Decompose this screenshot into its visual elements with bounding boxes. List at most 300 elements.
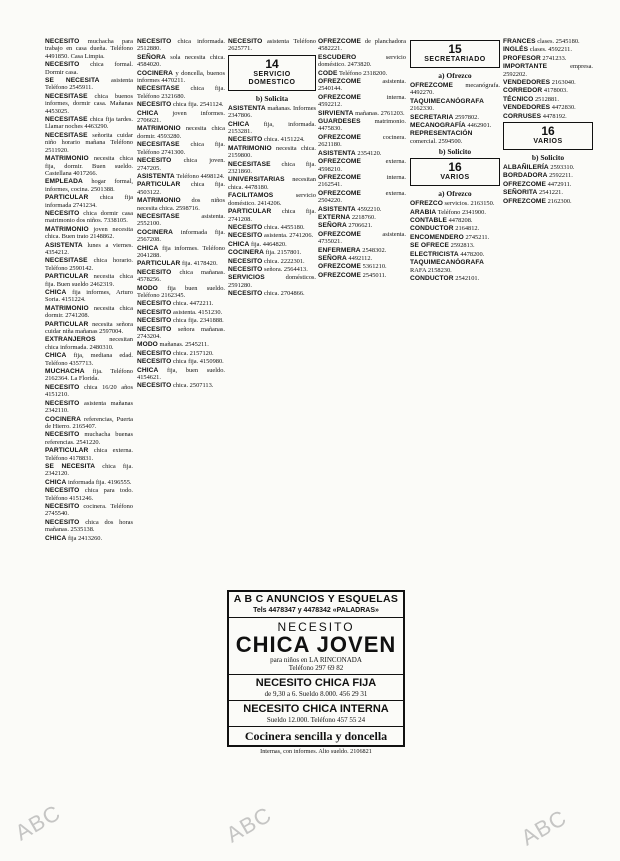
ad-text: RAFA 2158230. xyxy=(410,266,452,274)
ad-text: chica fija. 2741208. xyxy=(228,208,316,223)
ad-text: chica externa. Teléfono 4178831. xyxy=(45,447,133,462)
ad-text: chica. 2222301. xyxy=(264,257,305,265)
ad-keyword: FACILITAMOS xyxy=(228,192,274,200)
ad-item xyxy=(137,260,225,267)
ad-keyword: SEÑORITA xyxy=(503,189,538,197)
ad-text: sola necesita chica. 4584020. xyxy=(137,53,225,69)
ad-keyword: CODE xyxy=(318,69,338,77)
classified-column-1 xyxy=(45,38,133,850)
ad-keyword: NECESITO xyxy=(137,268,172,276)
abc-heading: A B C ANUNCIOS Y ESQUELAS xyxy=(233,593,399,605)
ad-text: fija buen sueldo. Teléfono 2162345. xyxy=(137,284,225,299)
ad-item xyxy=(503,38,593,45)
ad-text: 2593310. xyxy=(550,164,575,172)
ad-item xyxy=(137,300,225,307)
ad-text: chica fija. 2341888. xyxy=(173,317,224,325)
ad-item xyxy=(410,130,500,145)
ad3-head: NECESITO CHICA INTERNA xyxy=(243,703,389,715)
ad-item xyxy=(228,145,316,160)
ad-keyword: PARTICULAR xyxy=(137,260,181,268)
ad-text: mecanógrafa. 4492270. xyxy=(410,82,500,97)
ad-keyword: MATRIMONIO xyxy=(228,144,272,152)
ad-item xyxy=(137,245,225,260)
ad-item xyxy=(45,178,133,193)
ad-keyword: NECESITO xyxy=(228,265,263,273)
ad-item xyxy=(228,192,316,207)
ad-text: chica dormir casa matrimonio dos niños. 7338105. xyxy=(45,209,133,225)
ad-keyword: ELECTRICISTA xyxy=(410,250,459,258)
ad-text: Teléfono 2318200. xyxy=(338,69,388,77)
ad-keyword: NECESITASE xyxy=(137,85,180,93)
ad-item xyxy=(45,61,133,76)
ad-item xyxy=(503,172,593,179)
ad-keyword: GUARDESES xyxy=(318,118,361,126)
ad1-line2: CHICA JOVEN xyxy=(235,632,397,657)
ad-keyword: MODO xyxy=(137,284,158,292)
ad-item xyxy=(410,200,500,207)
ad-keyword: CHICA xyxy=(45,534,67,542)
ad-item xyxy=(45,503,133,518)
ad-text: chica. 2507113. xyxy=(173,382,214,390)
ad-text: 2542101. xyxy=(455,274,480,282)
ad-keyword: ASISTENTA xyxy=(137,172,175,180)
ad-item xyxy=(318,118,406,133)
ad-text: mañanas. 2761203. xyxy=(355,109,405,117)
ad-text: asistenta Teléfono 2545911. xyxy=(45,77,133,92)
ad-item xyxy=(503,55,593,62)
ad-keyword: ASISTENTA xyxy=(228,104,266,112)
ad-keyword: NECESITASE xyxy=(45,257,88,265)
section-subhead: b) Solicito xyxy=(531,153,565,163)
ad-text: 4478208. xyxy=(448,217,473,225)
ad-text: hogar formal, informes, cocina. 2501388. xyxy=(45,178,133,193)
ad-item xyxy=(410,82,500,97)
ad-keyword: OFREZCOME xyxy=(318,78,362,86)
ad-text: servicio doméstico. 2414206. xyxy=(228,192,316,207)
ad-text: cocinera. 2621180. xyxy=(318,133,406,149)
ad-text: chica formal. Dormir casa. xyxy=(45,61,133,76)
ad-text: joven informes. 2706621. xyxy=(137,109,225,125)
ad-keyword: OFREZCOME xyxy=(318,230,362,238)
ad-text: externa. 4598210. xyxy=(318,158,406,173)
ad-text: fija, buen sueldo. 4154621. xyxy=(137,366,225,382)
ad-item xyxy=(45,273,133,288)
abc-watermark: ABC xyxy=(516,804,572,851)
ad-item xyxy=(45,305,133,320)
ad-item xyxy=(318,78,406,93)
ad-keyword: COCINERA xyxy=(228,249,264,257)
ad-keyword: PROFESOR xyxy=(503,54,541,62)
ad-text: chica dos horas mañanas. 2535138. xyxy=(45,518,133,534)
ad-item xyxy=(45,416,133,431)
ad-keyword: OFREZCOME xyxy=(503,180,547,188)
ad-text: 5361210. xyxy=(362,263,387,271)
ad-item xyxy=(137,326,225,341)
ad-text: 2706621. xyxy=(348,222,373,230)
ad-keyword: PARTICULAR xyxy=(45,320,89,328)
ad-keyword: NECESITO xyxy=(45,487,80,495)
ad-keyword: SIRVIENTA xyxy=(318,109,354,117)
ad-item xyxy=(410,98,500,113)
ad-item xyxy=(228,258,316,265)
ad-keyword: OFREZCOME xyxy=(410,82,454,89)
ad-text: fija. 2157801. xyxy=(265,249,302,257)
ad-keyword: OFREZCOME xyxy=(318,271,362,279)
ad-text: informada fija. 4196555. xyxy=(68,478,132,486)
ad-keyword: FRANCÉS xyxy=(503,38,536,45)
ad-text: asistenta. 4151230. xyxy=(173,308,223,316)
classified-column-5 xyxy=(410,38,500,850)
ad-text: fija informes. Teléfono 2041288. xyxy=(137,244,225,259)
ad-item xyxy=(228,274,316,289)
ad-keyword: MATRIMONIO xyxy=(45,225,89,233)
ad-item xyxy=(503,104,593,111)
ad-keyword: COCINERA xyxy=(137,228,173,236)
ad-text: de planchadora 4582221. xyxy=(318,38,406,53)
ad-item xyxy=(45,519,133,534)
ad-text: chica horario. Teléfono 2590142. xyxy=(45,257,133,272)
ad-item xyxy=(410,234,500,241)
ad-item xyxy=(318,190,406,205)
ad-text: 2541221. xyxy=(539,189,563,197)
ad-keyword: MATRIMONIO xyxy=(45,304,89,312)
ad-keyword: NECESITO xyxy=(228,232,263,240)
ad-keyword: OFREZCOME xyxy=(318,263,362,271)
ad-item xyxy=(228,224,316,231)
ad-item xyxy=(410,251,500,258)
abc-watermark: ABC xyxy=(221,801,277,848)
ad-item xyxy=(45,194,133,209)
ad-text: 2512881. xyxy=(534,95,559,103)
ad-keyword: COCINERA xyxy=(137,69,173,77)
ad-item xyxy=(228,121,316,136)
ad-item xyxy=(410,114,500,121)
ad-item xyxy=(228,105,316,120)
ad-text: fija. Teléfono 2162364. La Florida. xyxy=(45,368,133,383)
ad-item xyxy=(228,176,316,191)
ad-item xyxy=(45,487,133,502)
ad-text: joven necesita chica. Buen trato 2148862. xyxy=(45,225,133,241)
ad-keyword: OFREZCOME xyxy=(318,93,362,101)
ad-keyword: SERVICIOS xyxy=(228,274,265,282)
ad-text: 2745211. xyxy=(465,233,490,241)
ad-text: fija. 4178420. xyxy=(181,260,218,268)
ad-text: Teléfono 2341900. xyxy=(437,208,486,216)
ad-text: chica. 4151224. xyxy=(264,136,305,144)
ad-keyword: NECESITO xyxy=(45,502,80,510)
ad-text: servicios. 2163150. xyxy=(444,200,495,208)
ad-text: dos niños necesita chica. 2598716. xyxy=(137,197,225,212)
ad-text: 4472911. xyxy=(547,180,572,188)
ad-item xyxy=(45,242,133,257)
ad-keyword: MUCHACHA xyxy=(45,368,85,376)
ad2-sub: de 9,30 a 6. Sueldo 8.000. 456 29 31 xyxy=(264,690,368,698)
ad-keyword: CHICA xyxy=(45,478,67,486)
ad-keyword: NECESITO xyxy=(45,399,80,407)
ad-item xyxy=(318,70,406,77)
ad-item xyxy=(318,150,406,157)
ad-keyword: SE NECESITA xyxy=(45,462,96,470)
ad-item xyxy=(228,161,316,176)
ad-text: 2354120. xyxy=(357,149,382,157)
ad-item xyxy=(137,173,225,180)
ad-item xyxy=(318,54,406,69)
ad-keyword: PARTICULAR xyxy=(137,181,181,189)
ad-item xyxy=(137,157,225,172)
ad-text: 2548302. xyxy=(362,246,387,254)
ad-keyword: NECESITO xyxy=(45,38,80,45)
ad-item xyxy=(45,210,133,225)
ad-item xyxy=(503,87,593,94)
ad-keyword: MODO xyxy=(137,341,158,349)
ad-item xyxy=(137,197,225,212)
ad-text: 2592813. xyxy=(450,242,475,250)
ad-text: señora mañanas. 2743204. xyxy=(137,325,225,341)
ad-item xyxy=(45,77,133,92)
ad-keyword: NECESITO xyxy=(137,38,172,45)
ad-text: matrimonio. 4475830. xyxy=(318,118,406,133)
ad-item xyxy=(228,208,316,223)
ad-item xyxy=(45,352,133,367)
ad-item xyxy=(318,206,406,213)
ad-item xyxy=(45,132,133,154)
ad-text: 2218760. xyxy=(351,213,376,221)
ad-keyword: CONDUCTOR xyxy=(410,274,454,282)
ad-item xyxy=(503,63,593,78)
ad-item xyxy=(45,226,133,241)
ad-keyword: CORRUSES xyxy=(503,112,542,120)
ad-keyword: OFREZCOME xyxy=(318,189,362,197)
ad-text: comercial. 2594500. xyxy=(410,137,463,145)
ad-item xyxy=(318,214,406,221)
ad-keyword: TAQUIMECANÓGRAFA xyxy=(410,259,485,267)
ad-keyword: BORDADORA xyxy=(503,172,548,180)
ad-keyword: IMPORTANTE xyxy=(503,63,548,71)
ad-item xyxy=(410,259,500,274)
ad-text: 2741233. xyxy=(542,54,567,62)
ad-keyword: ALBAÑILERÍA xyxy=(503,164,549,172)
ad-item xyxy=(137,101,225,108)
ad-item xyxy=(137,85,225,100)
ad-item xyxy=(318,222,406,229)
ad-item xyxy=(410,225,500,232)
ad-text: chica. 4472211. xyxy=(173,300,214,308)
ad-keyword: NECESITO xyxy=(228,290,263,298)
ad-item xyxy=(137,181,225,196)
ad-item xyxy=(137,341,225,348)
ad-keyword: CHICA xyxy=(137,109,159,117)
ad-keyword: REPRESENTACIÓN xyxy=(410,130,473,138)
ad-item xyxy=(137,141,225,156)
section-16-box xyxy=(410,158,500,186)
ad-item xyxy=(45,336,133,351)
ad-text: asistenta. 2540144. xyxy=(318,78,406,93)
ad-keyword: NECESITO xyxy=(137,358,172,366)
ad-item xyxy=(45,93,133,115)
ad-text: 4178003. xyxy=(543,87,568,95)
ad-item xyxy=(137,125,225,140)
ad-item xyxy=(137,309,225,316)
ad-text: fija, informada. 2153281. xyxy=(228,120,316,136)
ad-item xyxy=(318,38,406,53)
ad-text: clases. 2545180. xyxy=(537,38,580,45)
ad-text: cocinera. Teléfono 2745540. xyxy=(45,502,133,518)
ad-keyword: VENDEDORES xyxy=(503,104,551,112)
ad-item: NECESITO asistenta Teléfono 2625771. xyxy=(228,38,316,53)
ad-keyword: EMPLEADA xyxy=(45,178,83,186)
ad-item xyxy=(318,110,406,117)
ad-text: señorita cuidar niño horario mañana Teléfono 2511920. xyxy=(45,131,133,154)
ad-keyword: NECESITO xyxy=(228,136,263,144)
ad3-sub: Sueldo 12.000. Teléfono 457 55 24 xyxy=(266,716,366,724)
ad1-line1: NECESITO xyxy=(277,620,355,634)
ad-item xyxy=(45,155,133,177)
ad-item xyxy=(137,110,225,125)
ad-keyword: ASISTENTA xyxy=(45,241,83,249)
ad-item xyxy=(410,275,500,282)
section-subhead: a) Ofrezco xyxy=(438,189,472,199)
divider xyxy=(229,617,403,618)
ad-text: referencias, Puerta de Hierro. 2165407. xyxy=(45,415,133,430)
ad-item xyxy=(503,198,593,205)
ad-item xyxy=(228,290,316,297)
ad-item xyxy=(228,241,316,248)
ad-keyword: CHICA xyxy=(228,240,250,248)
ad-keyword: EXTRANJEROS xyxy=(45,336,96,344)
ad-text: fija. 4464820. xyxy=(251,240,287,248)
ad-keyword: SEÑORA xyxy=(318,254,347,262)
ad-keyword: TAQUIMECANÓGRAFA xyxy=(410,97,485,105)
section-subhead: b) Solicito xyxy=(438,147,472,157)
ad-keyword: MATRIMONIO xyxy=(137,125,181,133)
ad-keyword: PARTICULAR xyxy=(45,273,89,281)
ad-text: interna. 4592212. xyxy=(318,93,406,109)
ad-text: chica fija. 2321860. xyxy=(228,160,316,176)
ad-keyword: ASISTENTA xyxy=(318,205,356,213)
ad-text: 2597802. xyxy=(454,113,479,121)
section-subhead: b) Solicita xyxy=(255,93,289,103)
ad-item xyxy=(318,255,406,262)
ad-text: asistenta mañanas 2342110. xyxy=(45,399,133,415)
ad-item xyxy=(503,79,593,86)
ad-text: mañanas. 2545211. xyxy=(159,341,209,349)
ad-keyword: MECANOGRAFÍA xyxy=(410,122,466,130)
classified-column-3 xyxy=(228,38,316,586)
ad-text: fija, mediana edad. Teléfono 4357713. xyxy=(45,352,133,367)
ad-keyword: NECESITASE xyxy=(45,116,88,124)
ad-text: necesita señora cuidar niña mañanas 2597004. xyxy=(45,320,133,336)
ad-keyword: NECESITO xyxy=(137,300,172,308)
ad-item xyxy=(410,122,500,129)
ad-item xyxy=(228,249,316,256)
ad-item xyxy=(45,447,133,462)
ad-text: chica fija. 4150980. xyxy=(173,358,224,366)
ad-text: Teléfono 4498124. xyxy=(176,172,225,180)
ad-item xyxy=(45,289,133,304)
divider xyxy=(229,700,403,701)
ad-item xyxy=(228,232,316,239)
ad-text: chica joven. 2747205. xyxy=(137,157,225,172)
ad-keyword: NECESITO xyxy=(45,61,80,69)
ad-item xyxy=(318,247,406,254)
ad-keyword: CORREDOR xyxy=(503,87,543,95)
ad-text: servicio doméstico. 2473820. xyxy=(318,53,406,69)
ad-keyword: NECESITASE xyxy=(137,212,180,220)
ad-text: necesita chica. 2159800. xyxy=(228,144,316,160)
ad-keyword: SECRETARIA xyxy=(410,113,454,121)
ad-keyword: NECESITO xyxy=(228,257,263,265)
ad-keyword: CHICA xyxy=(137,366,159,374)
section-name: VARIOS xyxy=(533,138,563,146)
abc-phones: Tels 4478347 y 4478342 «PALADRAS» xyxy=(253,607,379,614)
ad-item xyxy=(503,46,593,53)
ad-text: chica. 2704866. xyxy=(264,290,305,298)
ad-keyword: NECESITASE xyxy=(45,131,88,139)
ad-keyword: NECESITASE xyxy=(228,160,271,168)
ad-item xyxy=(503,113,593,120)
ad-text: muchacha buenas referencias. 2541220. xyxy=(45,431,133,446)
ad-keyword: CHICA xyxy=(228,120,250,128)
ad-item xyxy=(45,257,133,272)
ad-text: asistenta. 4735021. xyxy=(318,230,406,246)
section-number: 16 xyxy=(448,160,462,175)
ad-text: necesita chica dormir. 2741208. xyxy=(45,304,133,320)
ad-text: informada fija. 2567208. xyxy=(137,228,225,244)
ad-keyword: NECESITO xyxy=(45,518,80,526)
ad-keyword: SE OFRECE xyxy=(410,242,450,250)
ad-keyword: SEÑORA xyxy=(137,53,166,61)
ad-keyword: OFREZCOME xyxy=(318,173,362,181)
classified-column-6 xyxy=(503,38,593,850)
ad-text: 2164812. xyxy=(455,225,480,233)
ad-text: 2592211. xyxy=(549,172,573,180)
ad-keyword: OFREZCOME xyxy=(318,133,362,141)
section-subhead: a) Ofrezco xyxy=(438,71,472,80)
ad-text: clases. 4592211. xyxy=(529,46,572,54)
ad-text: mañanas. Informes 2347806. xyxy=(228,104,316,120)
ad-item xyxy=(45,400,133,415)
section-14-box xyxy=(228,55,316,91)
section-15-box xyxy=(410,40,500,68)
ad-text: chica mañanas. 4578256. xyxy=(137,268,225,284)
ad-item xyxy=(137,317,225,324)
ad-item xyxy=(503,181,593,188)
ad-keyword: OFREZCO xyxy=(410,200,443,208)
ad-text: necesita chica fija. Buen sueldo 2462319. xyxy=(45,273,133,288)
ad-keyword: OFREZCOME xyxy=(503,197,547,205)
ad-text: necesita chica dormir. 4593280. xyxy=(137,125,225,140)
ad-keyword: ENFERMERA xyxy=(318,246,361,254)
ad-text: lunes a viernes. 4354212. xyxy=(45,241,133,256)
ad-text: fija informes, Arturo Soria. 4151224. xyxy=(45,289,133,304)
abc-footer: Internas, con informes. Alto sueldo. 2106821 xyxy=(260,748,372,755)
section-number: 15 xyxy=(448,42,462,56)
ad-item xyxy=(318,134,406,149)
ad-text: chica para todo. Teléfono 4151246. xyxy=(45,487,133,502)
section-name: SERVICIO DOMESTICO xyxy=(248,70,296,86)
classified-column-2 xyxy=(137,38,225,850)
ad-item xyxy=(137,54,225,69)
ad-keyword: CHICA xyxy=(45,352,67,360)
ad1-line4: Teléfono 297 69 82 xyxy=(288,664,344,672)
ad-keyword: SEÑORA xyxy=(318,222,347,230)
ad-keyword: MATRIMONIO xyxy=(137,197,181,205)
ad-text: 4462901. xyxy=(467,122,492,130)
ad-keyword: NECESITO xyxy=(45,431,80,439)
ad4-head: Cocinera sencilla y doncella xyxy=(244,729,388,743)
ad-text: chica fija. Teléfono 2321680. xyxy=(137,85,225,100)
ad-keyword: PARTICULAR xyxy=(45,194,89,202)
